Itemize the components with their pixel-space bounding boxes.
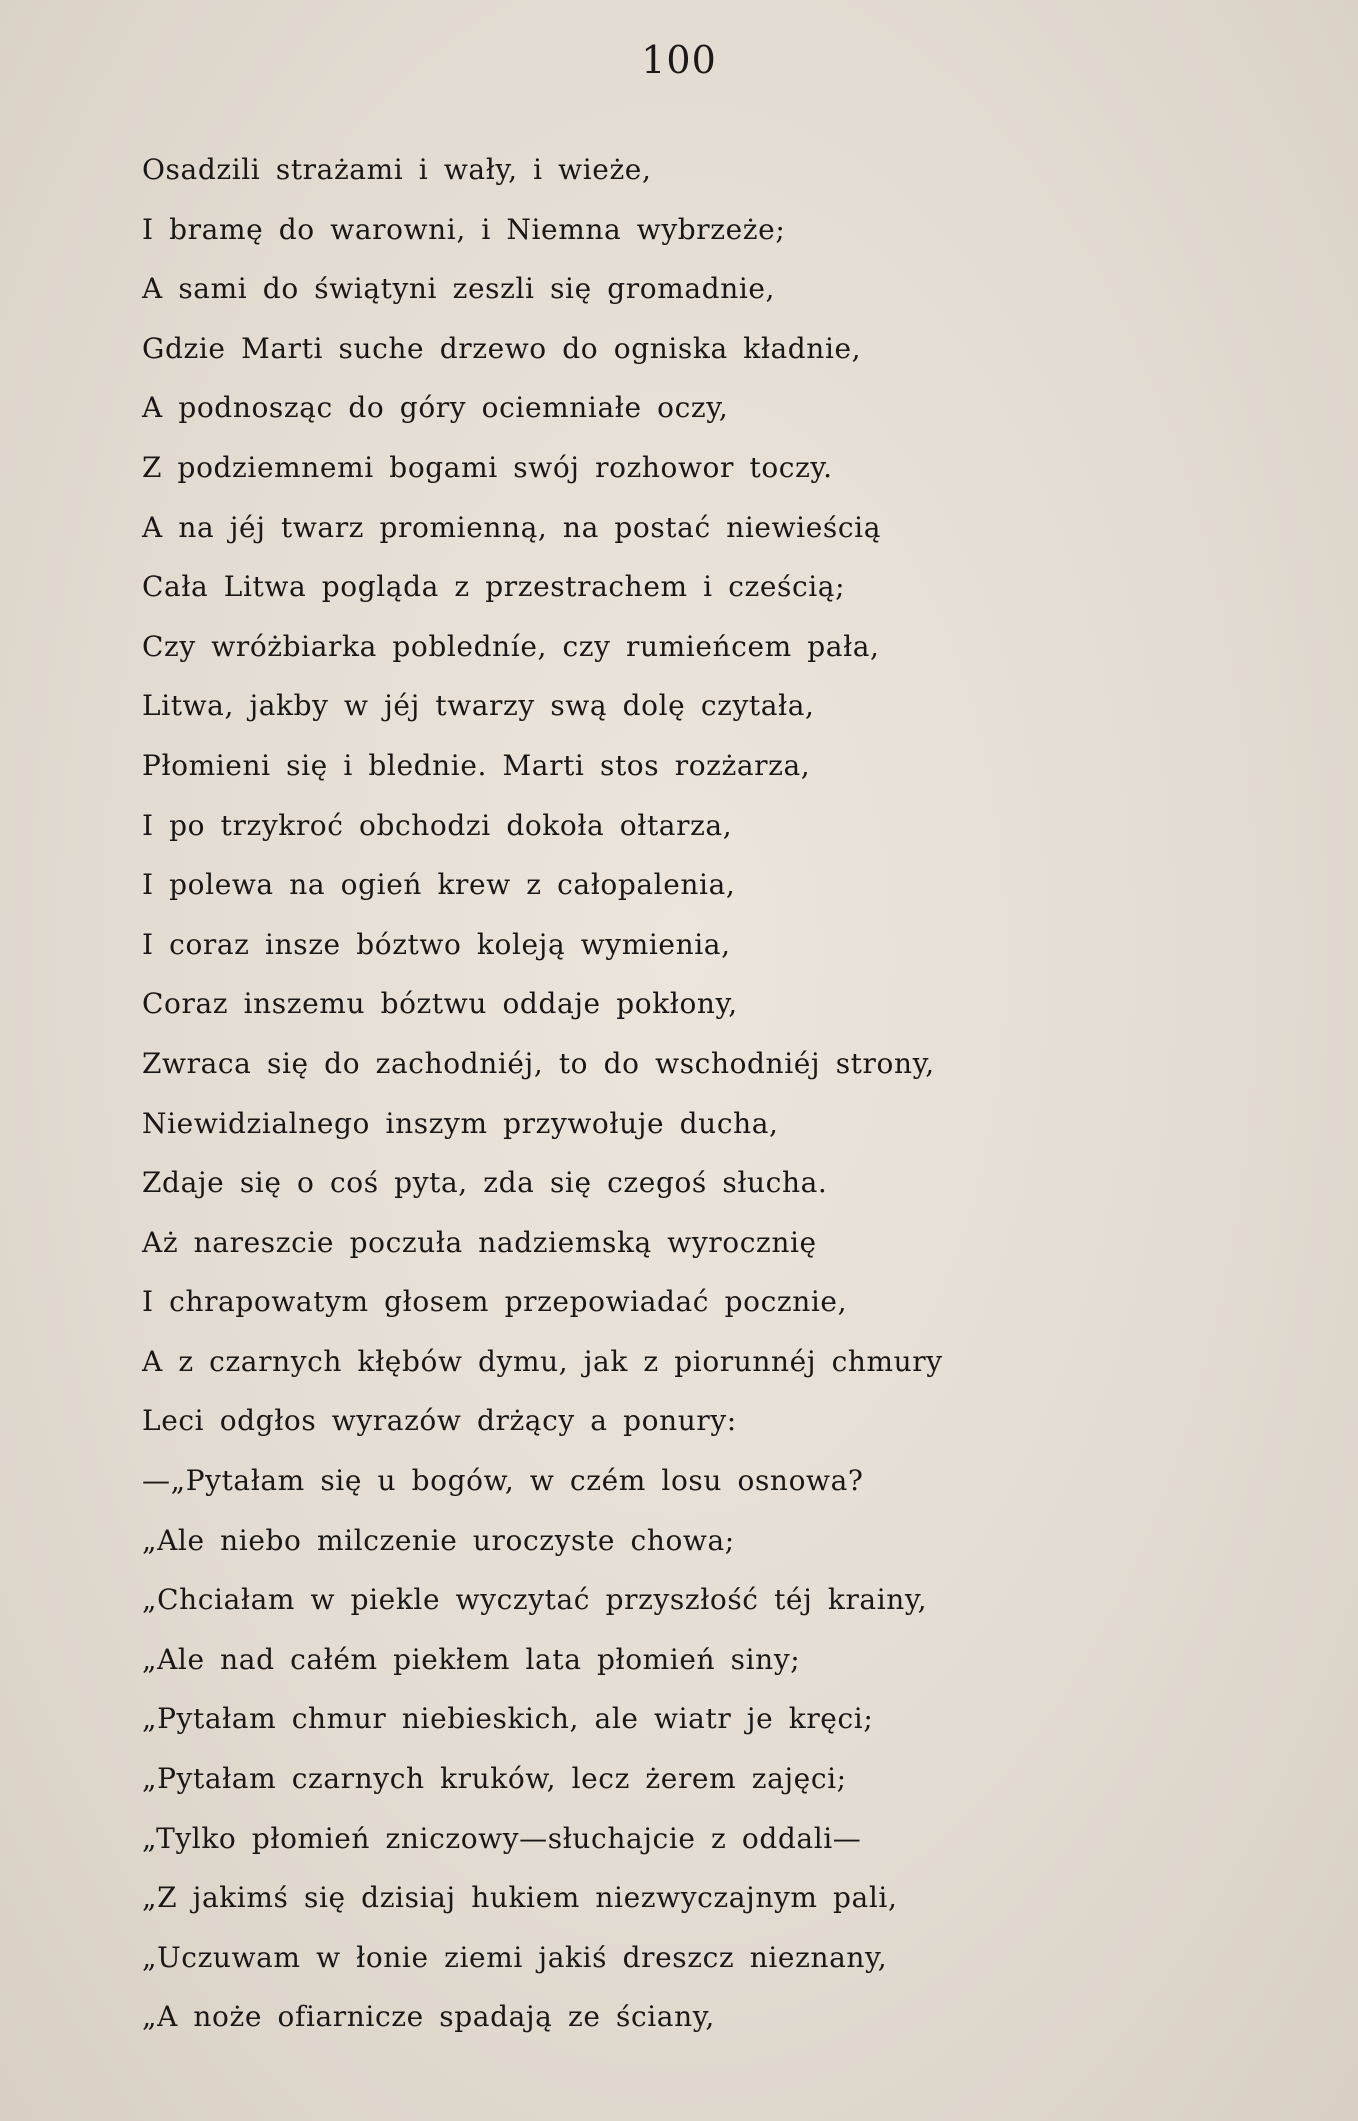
page-number: 100	[641, 38, 717, 82]
poem-line: „Chciałam w piekle wyczytać przyszłość téj krainy,	[142, 1583, 928, 1617]
poem-line: „Uczuwam w łonie ziemi jakiś dreszcz nieznany,	[142, 1940, 888, 1974]
poem-line: Zwraca się do zachodniéj, to do wschodniéj strony,	[142, 1046, 935, 1080]
poem-line: Czy wróżbiarka pobledníe, czy rumieńcem pała,	[142, 629, 880, 663]
poem-line: Litwa, jakby w jéj twarzy swą dolę czytała,	[142, 689, 815, 723]
poem-line: A z czarnych kłębów dymu, jak z piorunnéj chmury	[142, 1344, 943, 1378]
poem-line: „Ale niebo milczenie uroczyste chowa;	[142, 1523, 735, 1557]
poem-line: „Z jakimś się dzisiaj hukiem niezwyczajnym pali,	[142, 1881, 898, 1915]
poem-line: A podnosząc do góry ociemniałe oczy,	[142, 391, 729, 425]
poem-line: I chrapowatym głosem przepowiadać pocznie,	[142, 1285, 848, 1319]
poem-line: A sami do świątyni zeszli się gromadnie,	[142, 272, 776, 306]
poem-line: „A noże ofiarnicze spadają ze ściany,	[142, 2000, 715, 2034]
poem-line: Aż nareszcie poczuła nadziemską wyrocznię	[142, 1225, 817, 1259]
poem-line: Osadzili strażami i wały, i wieże,	[142, 153, 652, 186]
poem-text	[142, 140, 1342, 2047]
poem-line: Zdaje się o coś pyta, zda się czegoś słucha.	[142, 1166, 828, 1200]
poem-line: Leci odgłos wyrazów drżący a ponury:	[142, 1404, 737, 1438]
poem-line: Cała Litwa pogląda z przestrachem i cześcią;	[142, 570, 846, 604]
poem-line: „Pytałam chmur niebieskich, ale wiatr je kręci;	[142, 1702, 874, 1736]
poem-line: „Ale nad całém piekłem lata płomień siny;	[142, 1642, 801, 1676]
poem-line: A na jéj twarz promienną, na postać niewieścią	[142, 510, 881, 544]
poem-line: Płomieni się i blednie. Marti stos rozżarza,	[142, 748, 811, 782]
poem-line: I po trzykroć obchodzi dokoła ołtarza,	[142, 808, 733, 842]
poem-line: „Pytałam czarnych kruków, lecz żerem zajęci;	[142, 1762, 847, 1796]
poem-line: Z podziemnemi bogami swój rozhowor toczy.	[142, 450, 833, 484]
poem-line: I polewa na ogień krew z całopalenia,	[142, 868, 736, 902]
poem-line: Coraz inszemu bóztwu oddaje pokłony,	[142, 987, 738, 1021]
poem-line: „Tylko płomień zniczowy—słuchajcie z oddali—	[142, 1821, 862, 1855]
poem-line: I bramę do warowni, i Niemna wybrzeże;	[142, 212, 786, 246]
poem-line: I coraz insze bóztwo koleją wymienia,	[142, 927, 731, 961]
poem-line: Niewidzialnego inszym przywołuje ducha,	[142, 1106, 779, 1140]
poem-line: Gdzie Marti suche drzewo do ogniska kładnie,	[142, 331, 862, 365]
poem-line: —„Pytałam się u bogów, w czém losu osnowa?	[142, 1464, 864, 1498]
